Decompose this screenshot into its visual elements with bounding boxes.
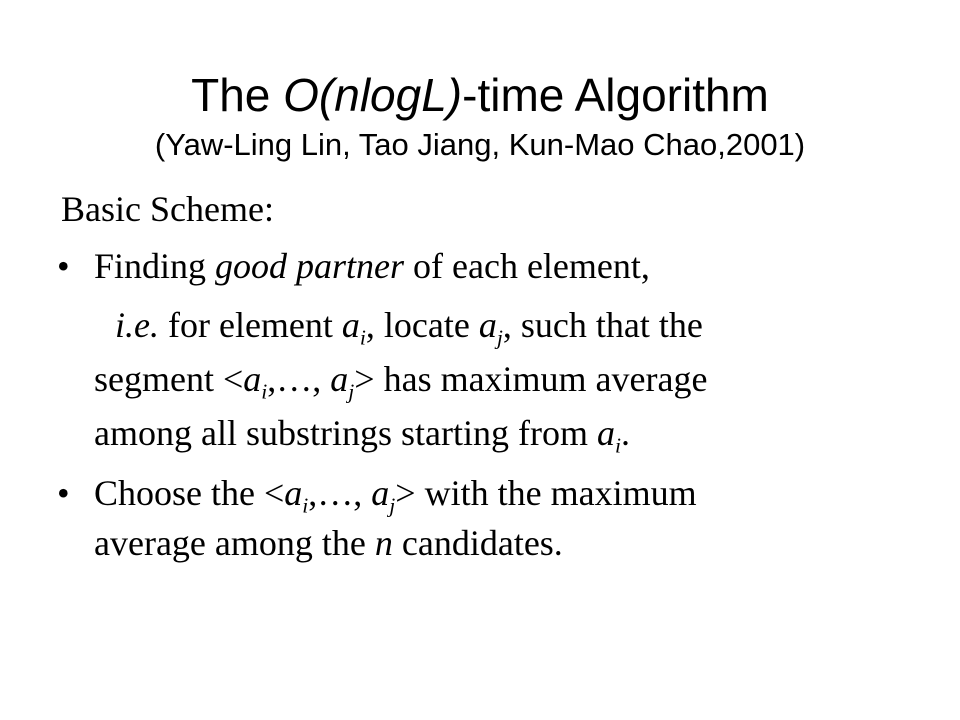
text: for element bbox=[158, 305, 342, 345]
text: , locate bbox=[365, 305, 479, 345]
bullet-marker-2: • bbox=[57, 473, 70, 513]
text: Finding bbox=[94, 246, 216, 286]
math-variable: a bbox=[478, 305, 497, 345]
text: > has maximum average bbox=[354, 359, 708, 399]
slide-title bbox=[0, 68, 960, 122]
math-variable: a bbox=[330, 359, 349, 399]
math-variable: a bbox=[596, 413, 615, 453]
math-subscript: j bbox=[389, 493, 396, 518]
title-complexity: O(nlogL) bbox=[283, 69, 463, 121]
text: Choose the < bbox=[94, 473, 285, 513]
math-subscript: i bbox=[359, 325, 366, 350]
text: ,…, bbox=[308, 473, 372, 513]
bullet-marker-1: • bbox=[57, 246, 70, 286]
text: ,…, bbox=[267, 359, 331, 399]
text: . bbox=[620, 413, 630, 453]
text: , such that the bbox=[502, 305, 703, 345]
slide-subtitle: (Yaw-Ling Lin, Tao Jiang, Kun-Mao Chao,2001) bbox=[154, 127, 806, 162]
emphasis: good partner bbox=[215, 246, 405, 286]
text: among all substrings starting from bbox=[94, 413, 597, 453]
bullet-1-line-2 bbox=[115, 302, 703, 348]
text: > with the maximum bbox=[395, 473, 697, 513]
math-subscript: i bbox=[614, 433, 621, 458]
math-subscript: i bbox=[302, 493, 309, 518]
emphasis: i.e. bbox=[115, 305, 159, 345]
section-heading: Basic Scheme: bbox=[61, 189, 274, 229]
math-variable: a bbox=[284, 473, 303, 513]
math-subscript: j bbox=[348, 379, 355, 404]
bullet-1-line-3 bbox=[94, 356, 707, 402]
text: segment < bbox=[94, 359, 244, 399]
text: candidates. bbox=[392, 523, 563, 563]
title-text-end: -time Algorithm bbox=[462, 69, 769, 121]
math-variable: a bbox=[341, 305, 360, 345]
bullet-1-line-1 bbox=[94, 243, 650, 289]
text: average among the bbox=[94, 523, 375, 563]
math-variable: a bbox=[243, 359, 262, 399]
math-subscript: j bbox=[496, 325, 503, 350]
bullet-1-line-4 bbox=[94, 410, 630, 456]
title-text-start: The bbox=[191, 69, 284, 121]
text: of each element, bbox=[404, 246, 650, 286]
bullet-2-line-1 bbox=[94, 470, 697, 516]
bullet-2-line-2 bbox=[94, 520, 563, 566]
math-variable: n bbox=[374, 523, 393, 563]
math-subscript: i bbox=[261, 379, 268, 404]
math-variable: a bbox=[371, 473, 390, 513]
